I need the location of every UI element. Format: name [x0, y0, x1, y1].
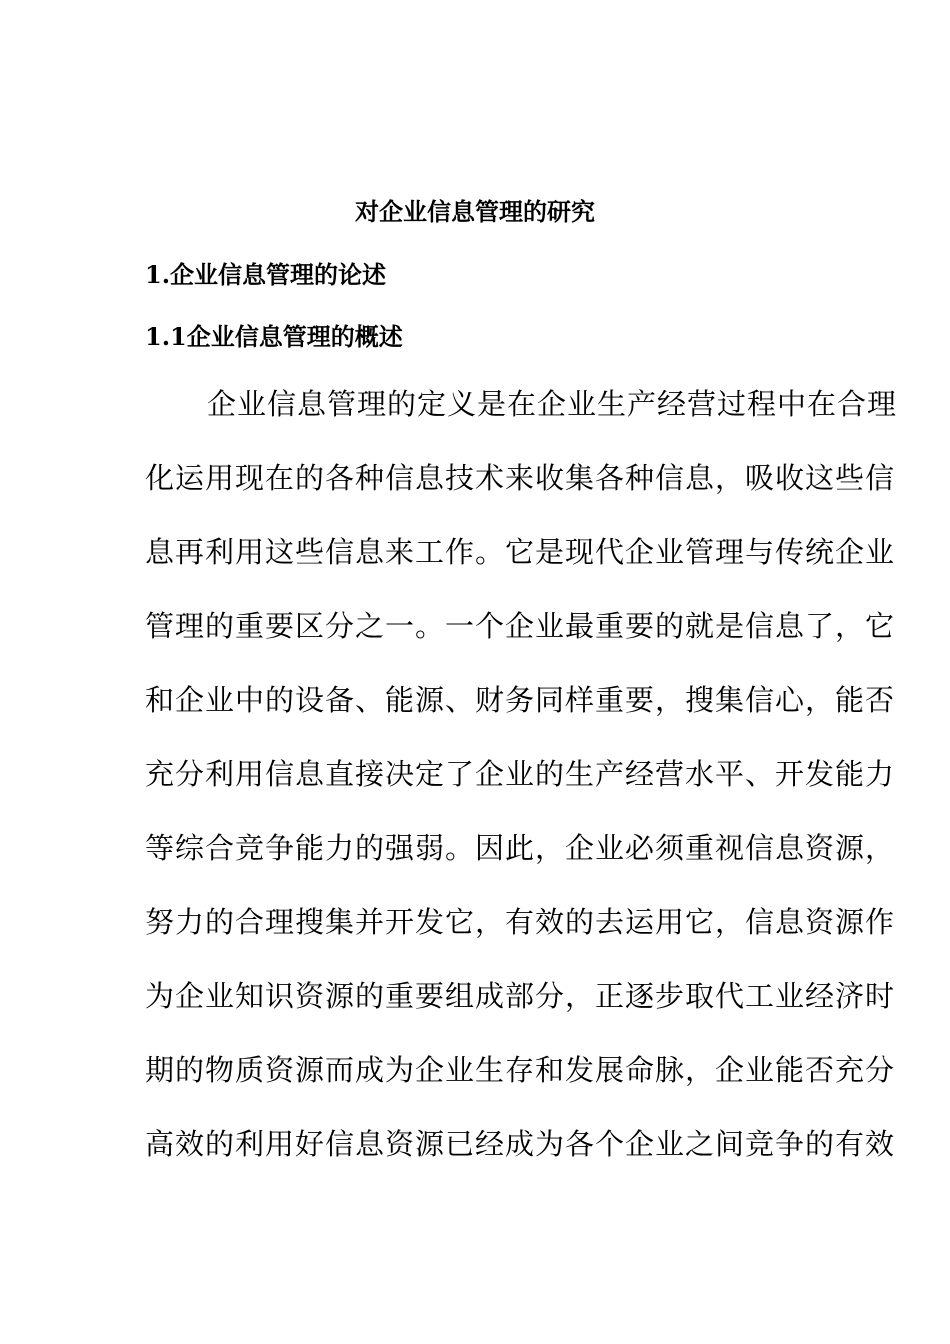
paragraph-line: 充分利用信息直接决定了企业的生产经营水平、开发能力 — [145, 757, 896, 791]
paragraph-line: 为企业知识资源的重要组成部分，正逐步取代工业经济时 — [145, 979, 896, 1013]
document-title: 对企业信息管理的研究 — [355, 197, 595, 226]
paragraph-line: 管理的重要区分之一。一个企业最重要的就是信息了，它 — [145, 609, 896, 643]
section-heading-1-1: 1.1企业信息管理的概述 — [145, 322, 403, 351]
paragraph-line: 和企业中的设备、能源、财务同样重要，搜集信心，能否 — [145, 683, 896, 717]
paragraph-line: 息再利用这些信息来工作。它是现代企业管理与传统企业 — [145, 535, 896, 569]
paragraph-line: 企业信息管理的定义是在企业生产经营过程中在合理 — [207, 387, 898, 421]
paragraph-line: 高效的利用好信息资源已经成为各个企业之间竞争的有效 — [145, 1127, 896, 1161]
paragraph-line: 等综合竞争能力的强弱。因此，企业必须重视信息资源， — [145, 831, 896, 865]
paragraph-line: 努力的合理搜集并开发它，有效的去运用它，信息资源作 — [145, 905, 896, 939]
paragraph-line: 期的物质资源而成为企业生存和发展命脉，企业能否充分 — [145, 1053, 896, 1087]
section-heading-1: 1.企业信息管理的论述 — [145, 260, 387, 289]
paragraph-line: 化运用现在的各种信息技术来收集各种信息，吸收这些信 — [145, 461, 896, 495]
